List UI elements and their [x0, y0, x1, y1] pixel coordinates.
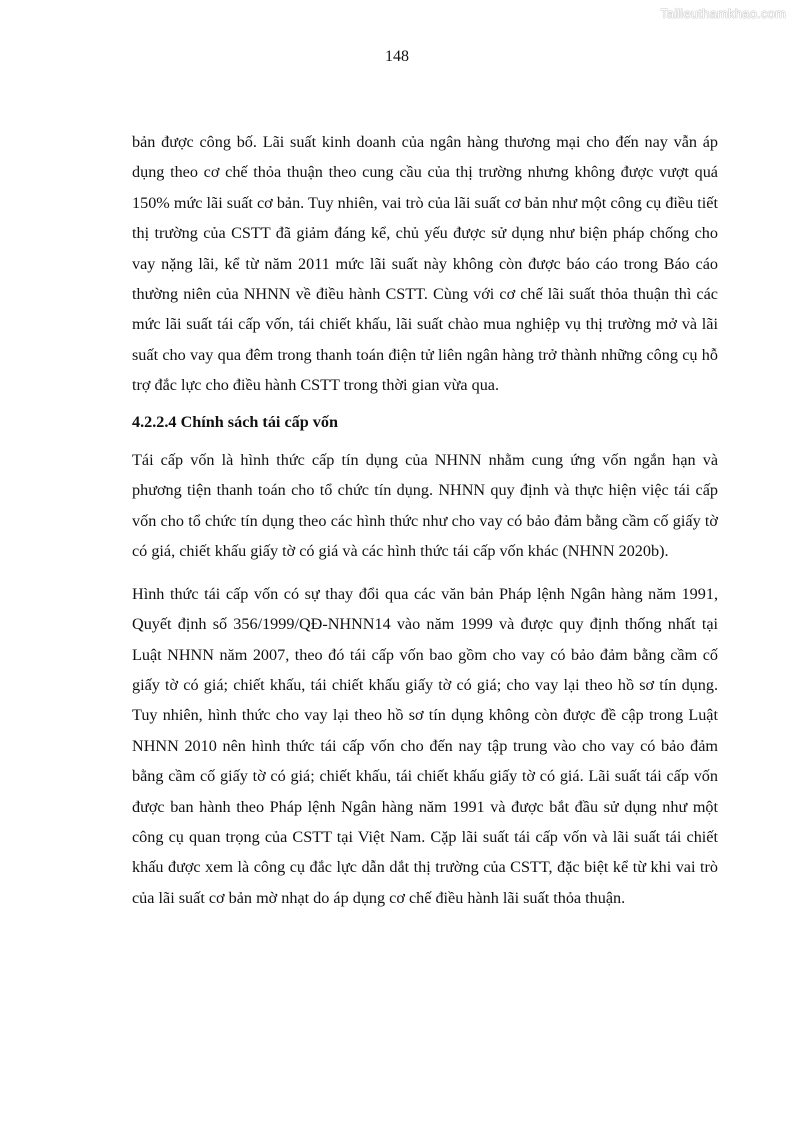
watermark-text: Tailieuthamkhao.com: [660, 6, 786, 21]
document-body: [132, 127, 718, 913]
section-heading: 4.2.2.4 Chính sách tái cấp vốn: [132, 412, 338, 431]
paragraph-refinancing-history: Hình thức tái cấp vốn có sự thay đổi qua các văn bản Pháp lệnh Ngân hàng năm 1991, Quyết định số 356/1999/QĐ-NHNN14 vào năm 1999 và được quy định thống nhất tại Luật NHNN năm 2007, theo đó tái cấp vốn bao gồm cho vay có bảo đảm bằng cầm cố giấy tờ có giá; chiết khấu, tái chiết khấu giấy tờ có giá; cho vay lại theo hồ sơ tín dụng. Tuy nhiên, hình thức cho vay lại theo hồ sơ tín dụng không còn được đề cập trong Luật NHNN 2010 nên hình thức tái cấp vốn cho đến nay tập trung vào cho vay có bảo đảm bằng cầm cố giấy tờ có giá; chiết khấu, tái chiết khấu giấy tờ có giá. Lãi suất tái cấp vốn được ban hành theo Pháp lệnh Ngân hàng năm 1991 và được bắt đầu sử dụng như một công cụ quan trọng của CSTT tại Việt Nam. Cặp lãi suất tái cấp vốn và lãi suất tái chiết khấu được xem là công cụ đắc lực dẫn dắt thị trường của CSTT, đặc biệt kể từ khi vai trò của lãi suất cơ bản mờ nhạt do áp dụng cơ chế điều hành lãi suất thỏa thuận.: [132, 584, 718, 907]
page-number: 148: [385, 48, 409, 65]
paragraph-refinancing-definition: Tái cấp vốn là hình thức cấp tín dụng của NHNN nhằm cung ứng vốn ngắn hạn và phương tiện thanh toán cho tổ chức tín dụng. NHNN quy định và thực hiện việc tái cấp vốn cho tổ chức tín dụng theo các hình thức như cho vay có bảo đảm bằng cầm cố giấy tờ có giá, chiết khấu giấy tờ có giá và các hình thức tái cấp vốn khác (NHNN 2020b).: [132, 451, 718, 561]
paragraph-continued: bản được công bố. Lãi suất kinh doanh của ngân hàng thương mại cho đến nay vẫn áp dụng theo cơ chế thỏa thuận theo cung cầu của thị trường nhưng không được vượt quá 150% mức lãi suất cơ bản. Tuy nhiên, vai trò của lãi suất cơ bản như một công cụ điều tiết thị trường của CSTT đã giảm đáng kể, chủ yếu được sử dụng như biện pháp chống cho vay nặng lãi, kể từ năm 2011 mức lãi suất này không còn được báo cáo trong Báo cáo thường niên của NHNN về điều hành CSTT. Cùng với cơ chế lãi suất thỏa thuận thì các mức lãi suất tái cấp vốn, tái chiết khấu, lãi suất chào mua nghiệp vụ thị trường mở và lãi suất cho vay qua đêm trong thanh toán điện tử liên ngân hàng trở thành những công cụ hỗ trợ đắc lực cho điều hành CSTT trong thời gian vừa qua.: [132, 133, 718, 395]
